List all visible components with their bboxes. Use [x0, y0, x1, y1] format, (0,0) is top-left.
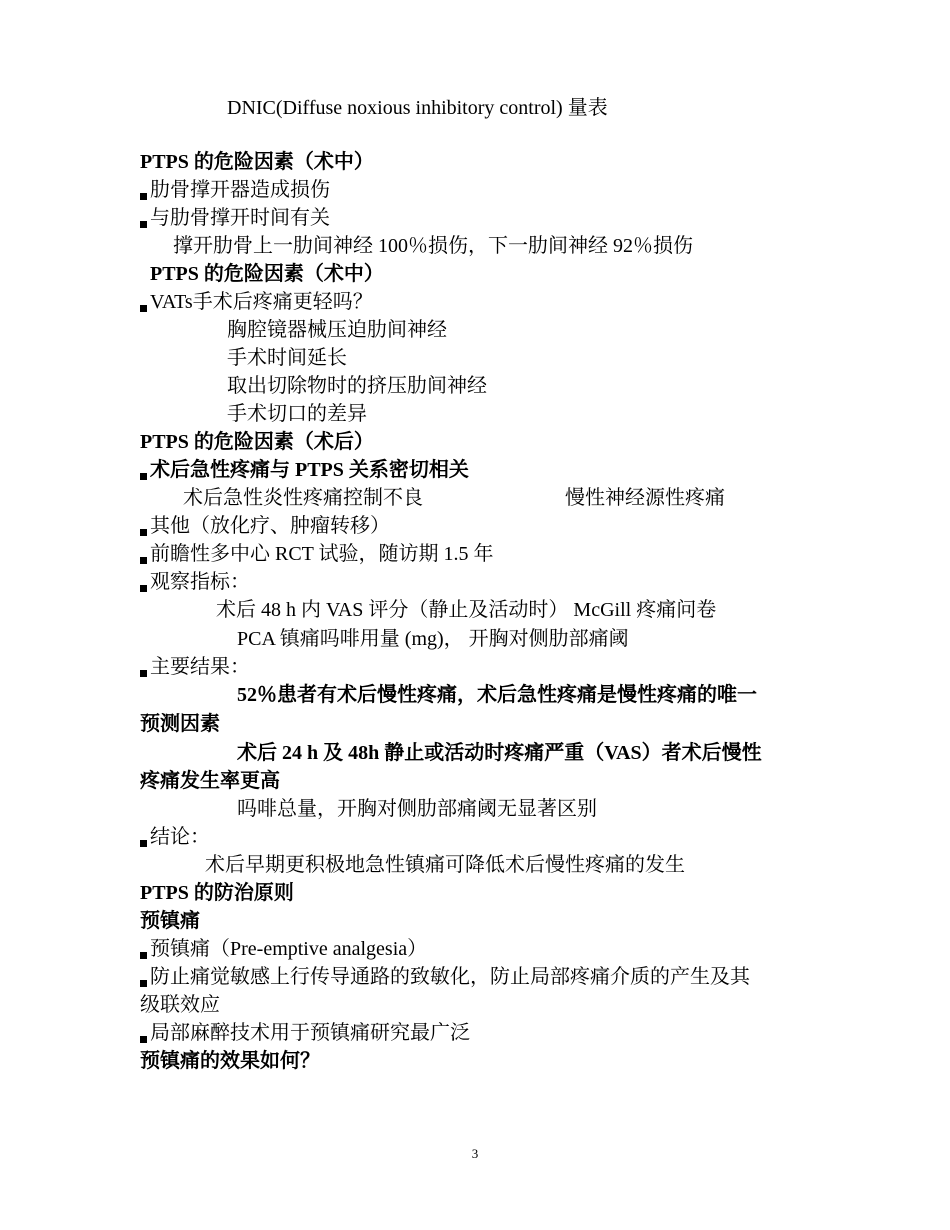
text-line [140, 712, 220, 736]
bullet-text: 肋骨撑开器造成损伤 [150, 179, 330, 201]
text-line [237, 741, 762, 765]
line-text: 疼痛发生率更高 [140, 770, 280, 792]
heading-text: 预镇痛 [140, 910, 200, 932]
section-heading [140, 1049, 320, 1073]
bullet-square-icon [140, 305, 147, 312]
bullet-text: 防止痛觉敏感上行传导通路的致敏化，防止局部疼痛介质的产生及其 [150, 966, 750, 988]
line-text: 级联效应 [140, 994, 220, 1016]
line-text: 术后 48 h 内 VAS 评分（静止及活动时） McGill 疼痛问卷 [216, 599, 717, 621]
line-text: 术后 24 h 及 48h 静止或活动时疼痛严重（VAS）者术后慢性 [237, 742, 762, 764]
bullet-item [140, 206, 330, 230]
bullet-text: 局部麻醉技术用于预镇痛研究最广泛 [150, 1022, 470, 1044]
bullet-item [140, 965, 750, 989]
bullet-text: 预镇痛（Pre-emptive analgesia） [150, 938, 428, 960]
bullet-square-icon [140, 980, 147, 987]
bullet-item [140, 570, 250, 594]
heading-text: PTPS 的危险因素（术后） [140, 431, 374, 453]
line-text: DNIC(Diffuse noxious inhibitory control) 量表 [227, 97, 608, 119]
line-text: 慢性神经源性疼痛 [565, 487, 725, 509]
text-line [237, 797, 597, 821]
section-heading [150, 262, 384, 286]
line-text: PCA 镇痛吗啡用量 (mg)， 开胸对侧肋部痛阈 [237, 628, 629, 650]
bullet-text: 其他（放化疗、肿瘤转移） [150, 515, 390, 537]
bullet-item [140, 655, 250, 679]
bullet-square-icon [140, 670, 147, 677]
line-text: 胸腔镜器械压迫肋间神经 [227, 319, 447, 341]
heading-text: PTPS 的危险因素（术中） [140, 151, 374, 173]
bullet-item [140, 825, 210, 849]
bullet-item [140, 514, 390, 538]
line-text: 撑开肋骨上一肋间神经 100％损伤，下一肋间神经 92％损伤 [173, 235, 693, 257]
text-line [237, 627, 629, 651]
text-line [140, 769, 280, 793]
section-heading [140, 150, 374, 174]
bullet-text: 前瞻性多中心 RCT 试验，随访期 1.5 年 [150, 543, 494, 565]
text-line [227, 346, 347, 370]
text-line [173, 234, 693, 258]
line-text: 术后急性炎性疼痛控制不良 [183, 487, 423, 509]
line-text: 手术时间延长 [227, 347, 347, 369]
bullet-item [140, 542, 494, 566]
section-heading [140, 909, 200, 933]
section-heading [140, 881, 294, 905]
bullet-square-icon [140, 557, 147, 564]
line-text: 预测因素 [140, 713, 220, 735]
text-line [216, 598, 716, 622]
page-number: 3 [471, 1146, 479, 1161]
text-line [140, 993, 220, 1017]
bullet-item [140, 178, 330, 202]
bullet-item [140, 290, 373, 314]
line-text: 手术切口的差异 [227, 403, 367, 425]
text-line [227, 318, 447, 342]
bullet-item [140, 937, 427, 961]
text-line [227, 96, 608, 120]
text-line [565, 486, 725, 510]
section-heading [140, 430, 374, 454]
bullet-square-icon [140, 1036, 147, 1043]
bullet-square-icon [140, 840, 147, 847]
bullet-item [140, 458, 469, 482]
text-line [237, 683, 757, 707]
line-text: 术后早期更积极地急性镇痛可降低术后慢性疼痛的发生 [205, 854, 685, 876]
bullet-text: 主要结果： [150, 656, 250, 678]
bullet-square-icon [140, 221, 147, 228]
bullet-text: 结论： [150, 826, 210, 848]
line-text: 52％患者有术后慢性疼痛，术后急性疼痛是慢性疼痛的唯一 [237, 684, 757, 706]
line-text: 取出切除物时的挤压肋间神经 [227, 375, 487, 397]
line-text: 吗啡总量，开胸对侧肋部痛阈无显著区别 [237, 798, 597, 820]
heading-text: PTPS 的危险因素（术中） [150, 263, 384, 285]
text-line [227, 402, 367, 426]
bullet-square-icon [140, 952, 147, 959]
heading-text: 预镇痛的效果如何？ [140, 1050, 320, 1072]
text-line [227, 374, 487, 398]
bullet-square-icon [140, 473, 147, 480]
text-line [183, 486, 423, 510]
heading-text: PTPS 的防治原则 [140, 882, 294, 904]
bullet-text: VATs手术后疼痛更轻吗？ [150, 291, 373, 313]
bullet-text: 观察指标： [150, 571, 250, 593]
bullet-text: 与肋骨撑开时间有关 [150, 207, 330, 229]
bullet-square-icon [140, 529, 147, 536]
bullet-square-icon [140, 193, 147, 200]
bullet-square-icon [140, 585, 147, 592]
bullet-item [140, 1021, 470, 1045]
text-line [205, 853, 685, 877]
bullet-text: 术后急性疼痛与 PTPS 关系密切相关 [150, 459, 469, 481]
